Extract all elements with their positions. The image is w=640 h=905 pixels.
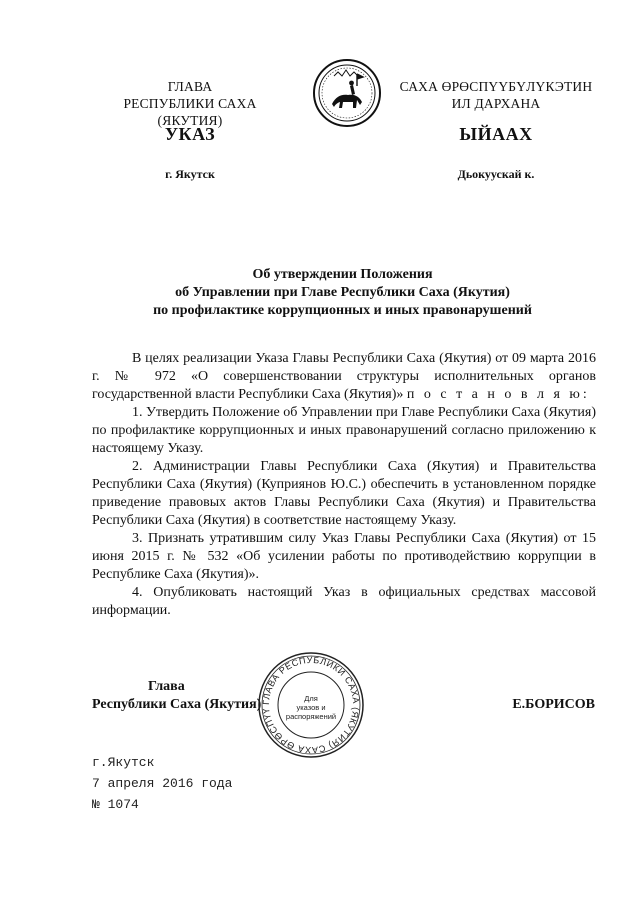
- decree-title: [90, 266, 595, 320]
- place-right: Дьокуускай к.: [457, 167, 535, 181]
- header-left-line2: РЕСПУБЛИКИ САХА (ЯКУТИЯ): [123, 96, 257, 128]
- doc-type-right: ЫЙААХ: [459, 124, 533, 144]
- footer-block: [92, 752, 392, 815]
- header-right-line2: ИЛ ДАРХАНА: [451, 96, 541, 111]
- official-seal-stamp: [256, 650, 366, 760]
- stamp-center-line1: Для: [304, 694, 318, 703]
- stamp-ring-text: ГЛАВА РЕСПУБЛИКИ САХА (ЯКУТИЯ) САХА ӨРӨСПҮҮ: [260, 654, 362, 756]
- footer-date: 7 апреля 2016 года: [92, 776, 233, 791]
- preamble-text: В целях реализации Указа Главы Республики Саха (Якутия) от 09 марта 2016 г. № 972 «О совершенствовании структуры исполнительных органов государственной власти Республики Саха (Якутия)»: [92, 351, 596, 402]
- signer-name: Е.БОРИСОВ: [512, 697, 595, 712]
- signature-title-line2: Республики Саха (Якутия): [92, 697, 262, 712]
- header-left-line1: ГЛАВА: [167, 79, 213, 94]
- stamp-center-line2: указов и: [296, 703, 326, 712]
- decree-title-line2: об Управлении при Главе Республики Саха (Якутия): [175, 285, 510, 300]
- decree-title-line1: Об утверждении Положения: [252, 267, 433, 282]
- header-right-line1: САХА ӨРӨСПҮҮБҮЛҮКЭТИН: [399, 79, 593, 94]
- preamble-verb: п о с т а н о в л я ю:: [406, 387, 590, 402]
- signature-title-line1: Глава: [148, 679, 185, 694]
- item-3: 3. Признать утратившим силу Указ Главы Республики Саха (Якутия) от 15 июня 2015 г. № 532 «Об усилении работы по противодействию коррупции в Республике Саха (Якутия)».: [92, 531, 596, 582]
- doc-type-left: УКАЗ: [164, 124, 216, 144]
- item-2: 2. Администрации Главы Республики Саха (Якутия) и Правительства Республики Саха (Якутия) (Куприянов Ю.С.) обеспечить в установленном порядке приведение правовых актов Главы Республики Саха (Якутия) и Правительства Республики Саха (Якутия) в соответствие настоящему Указу.: [92, 459, 596, 528]
- item-4: 4. Опубликовать настоящий Указ в официальных средствах массовой информации.: [92, 585, 596, 618]
- stamp-center-line3: распоряжений: [285, 712, 337, 721]
- header-right: [396, 78, 596, 112]
- place-left: г. Якутск: [165, 167, 215, 181]
- coat-of-arms-emblem: [312, 58, 382, 128]
- decree-body: [92, 350, 596, 620]
- decree-title-line3: по профилактике коррупционных и иных правонарушений: [153, 303, 532, 318]
- item-1: 1. Утвердить Положение об Управлении при Главе Республики Саха (Якутия) по профилактике коррупционных и иных правонарушений согласно приложению к настоящему Указу.: [92, 405, 596, 456]
- footer-city: г.Якутск: [92, 755, 155, 770]
- header-left: [90, 78, 290, 129]
- footer-number: № 1074: [92, 797, 139, 812]
- preamble: [92, 350, 596, 404]
